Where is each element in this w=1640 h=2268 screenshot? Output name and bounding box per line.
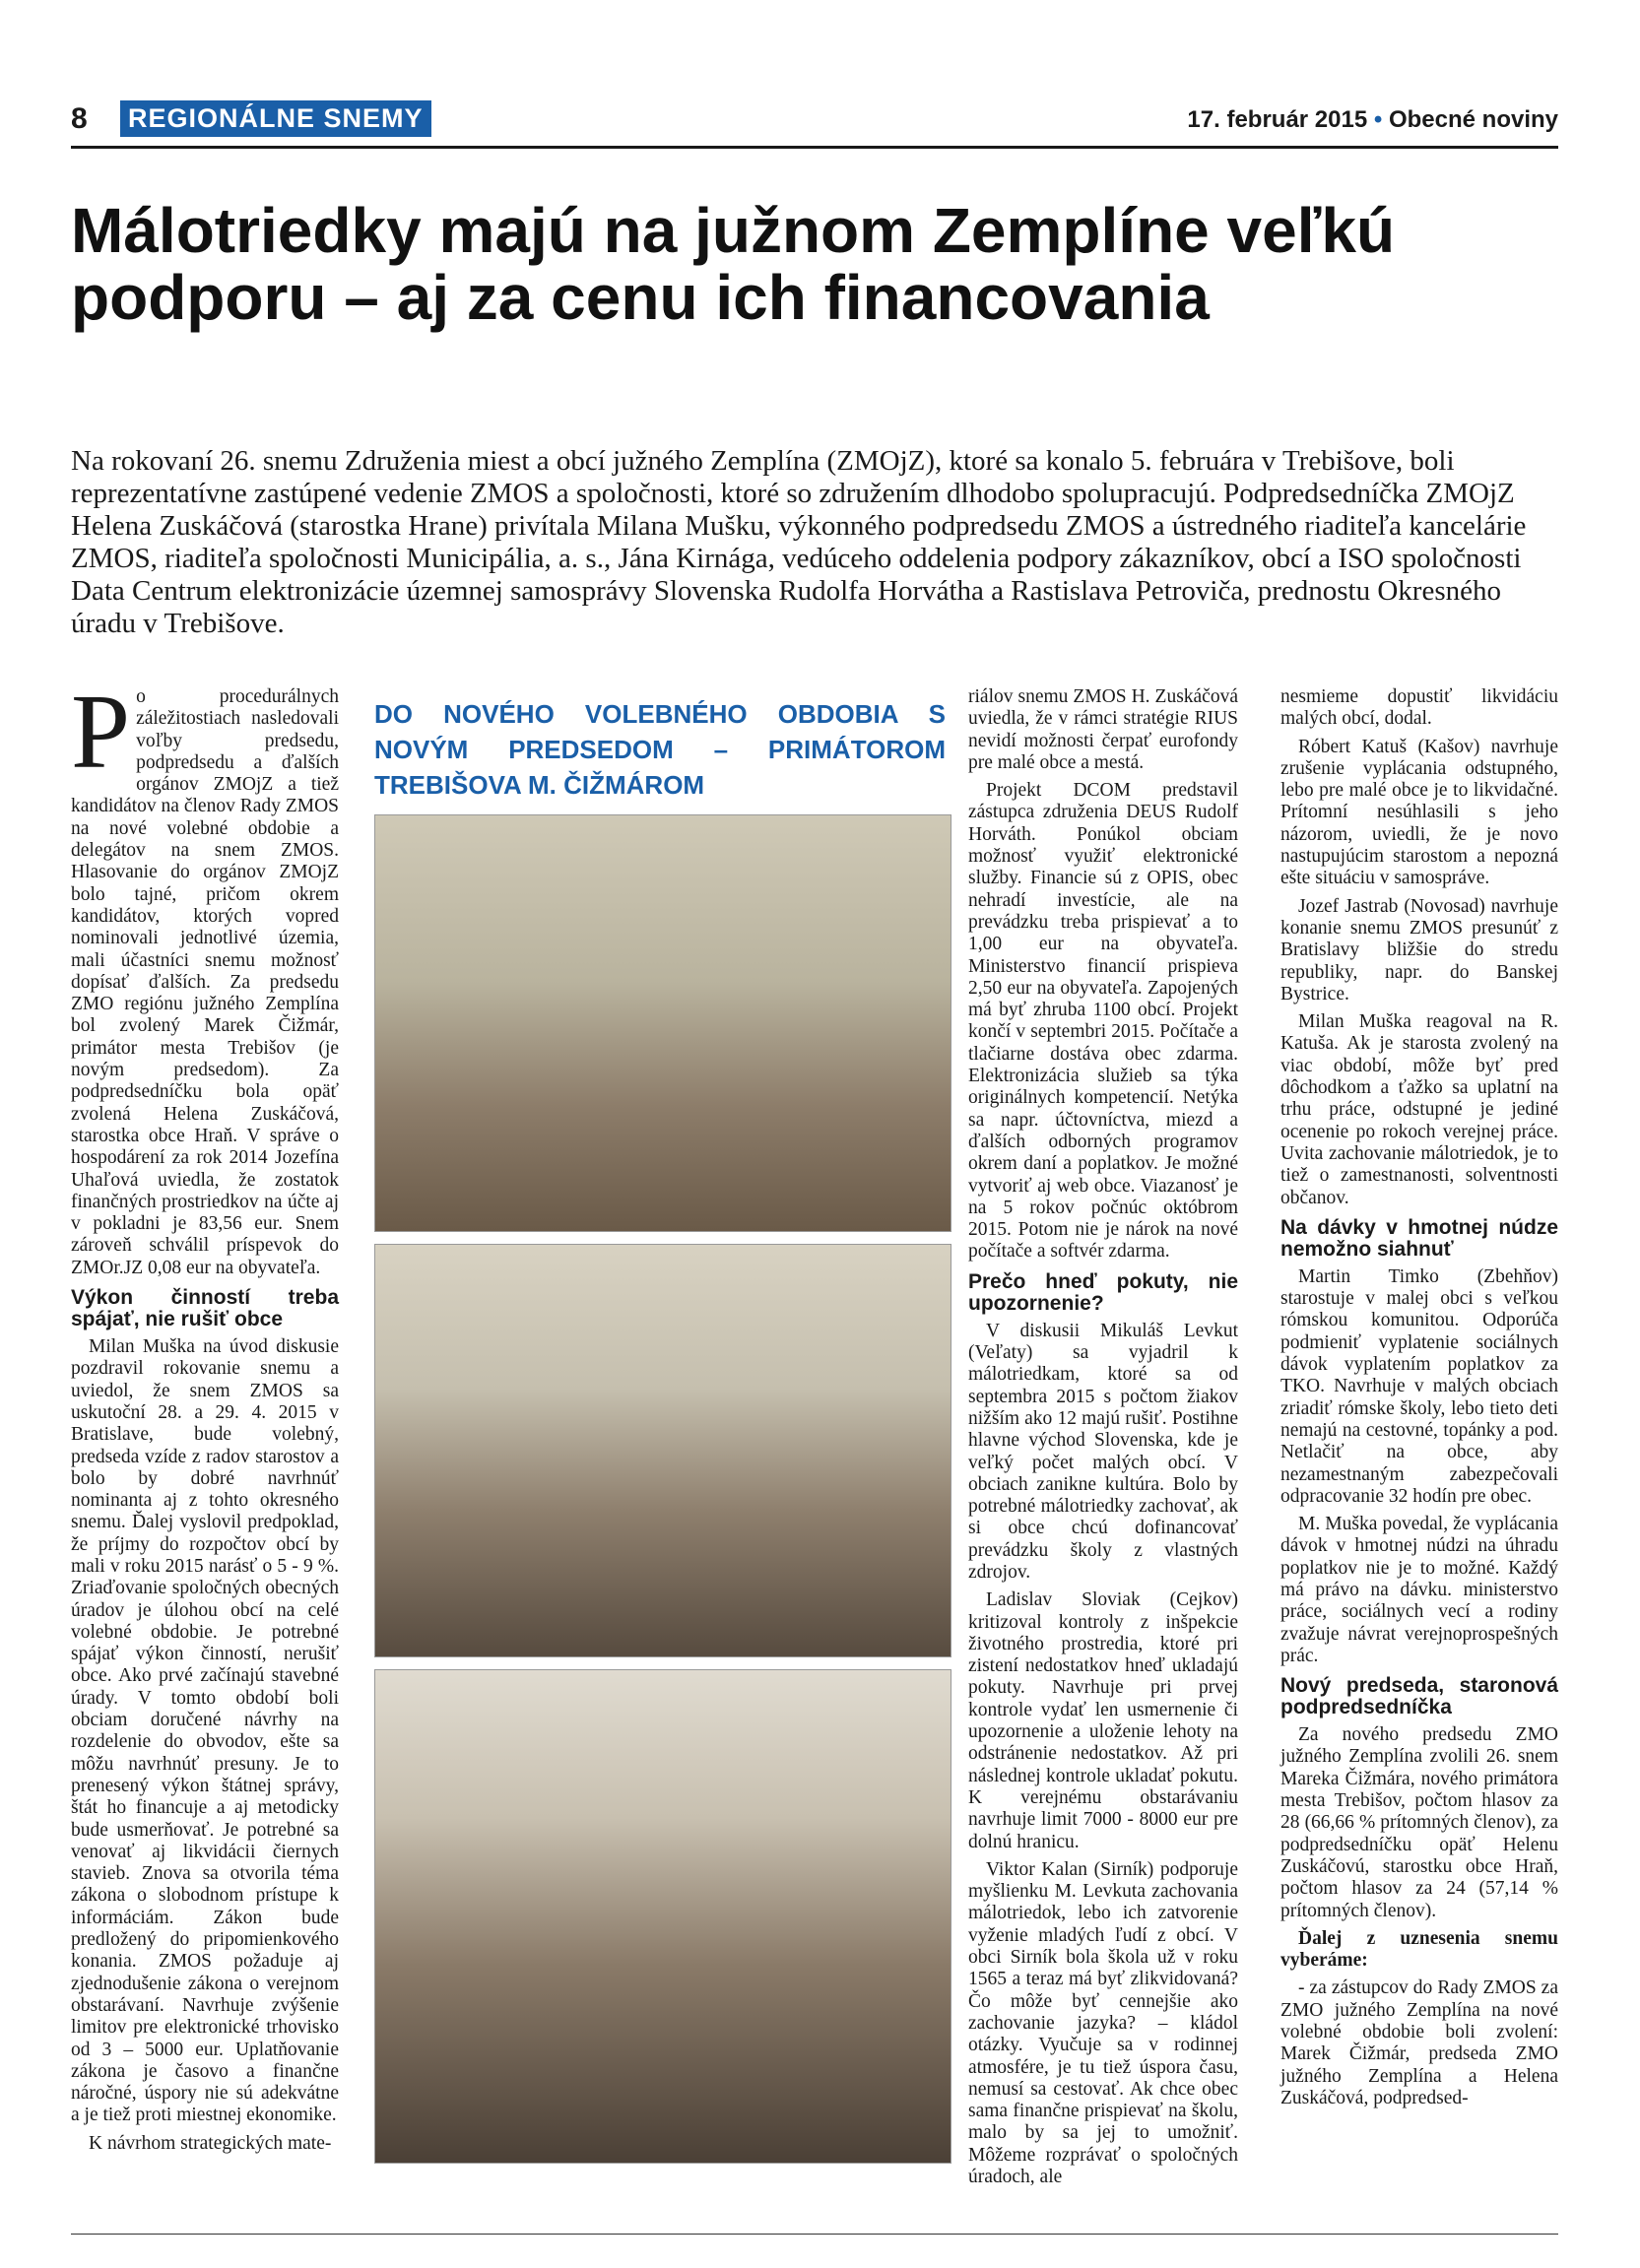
dateline [1187,106,1558,134]
column-photos [374,686,946,2175]
page-number: 8 [71,102,88,135]
subheading: Nový predseda, staronová podpredsedníčka [1280,1674,1558,1719]
paragraph: Viktor Kalan (Sirník) podporuje myšlienku M. Levkuta zachovania málotriedok, lebo ich zatvorenie vyženie mladých ľudí z obcí. V obci Sirník bola škola už v roku 1565 a teraz má byť zlikvidovaná? Čo môže byť cennejšie ako zachovanie jazyka? – kládol otázky. Vyučuje sa v rodinnej atmosfére, je tu tiež úspora času, nemusí sa cestovať. Ak chce obec sama finančne prispievať na školu, malo by sa jej to umožniť. Môžeme rozprávať o spoločných úradoch, ale [968,1858,1238,2187]
photo-speaker-at-meeting [374,814,951,1232]
paper-name: Obecné noviny [1388,106,1558,133]
paragraph: Milan Muška reagoval na R. Katuša. Ak je starosta zvolený na viac období, môže byť pred dôchodkom a ťažko sa uplatní na trhu práce, odstupné je jediné ocenenie po rokoch verejnej práce. Uvita zachovanie málotriedok, je to tiež o zamestnanosti, solventnosti občanov. [1280,1011,1558,1208]
lead-paragraph: Na rokovaní 26. snemu Združenia miest a obcí južného Zemplína (ZMOjZ), ktoré sa konalo 5. februára v Trebišove, boli reprezentatívne zastúpené vedenie ZMOS a spoločnosti, ktoré so združením dlhodobo spolupracujú. Podpredsedníčka ZMOjZ Helena Zuskáčová (starostka Hrane) privítala Milana Mušku, výkonného podpredsedu ZMOS a ústredného riaditeľa kancelárie ZMOS, riaditeľa spoločnosti Municipália, a. s., Jána Kirnága, vedúceho oddelenia podpory zákazníkov, obcí a ISO spoločnosti Data Centrum elektronizácie územnej samosprávy Slovenska Rudolfa Horvátha a Rastislava Petroviča, prednostu Okresného úradu v Trebišove. [71,445,1527,639]
paragraph: Milan Muška na úvod diskusie pozdravil rokovanie snemu a uviedol, že snem ZMOS sa uskutoční 28. a 29. 4. 2015 v Bratislave, bude volebný, predseda vzíde z radov starostov a bolo by dobré navrhnúť nominanta aj z tohto okresného snemu. Ďalej vyslovil predpoklad, že príjmy do rozpočtov obcí by mali v roku 2015 narásť o 5 - 9 %. Zriaďovanie spoločných obecných úradov je úlohou obcí na celé volebné obdobie. Je potrebné spájať výkon činností, nerušiť obce. Ako prvé začínajú stavebné úrady. V tomto období boli obciam doručené návrhy na rozdelenie do obvodov, ešte sa môžu navrhnúť presuny. Je to prenesený výkon štátnej správy, štát ho financuje a aj metodicky bude usmerňovať. Je potrebné sa venovať aj likvidácii čiernych stavieb. Znova sa otvorila téma zákona o slobodnom prístupe k informáciám. Zákon bude predložený do pripomienkového konania. ZMOS požaduje aj zjednodušenie zákona o verejnom obstarávaní. Navrhuje zvýšenie limitov pre elektronické trhovisko od 3 – 5000 eur. Uplatňovanie zákona je časovo a finančne náročné, úspory nie sú adekvátne a je tiež proti miestnej ekonomike. [71,1336,339,2126]
dateline-separator: • [1373,106,1383,133]
headline: Málotriedky majú na južnom Zemplíne veľkú podporu – aj za cenu ich financovania [71,195,1396,333]
page-header [71,100,1558,140]
paragraph: M. Muška povedal, že vyplácania dávok v hmotnej núdzi na úhradu poplatkov nie je to možné. Každý má právo na dávku. ministerstvo práce, sociálnych vecí a rodiny zvažuje návrat verejnoprospešných prác. [1280,1514,1558,1666]
paragraph: - za zástupcov do Rady ZMOS za ZMO južného Zemplína na nové volebné obdobie boli zvolení: Marek Čižmár, predseda ZMO južného Zemplína a Helena Zuskáčová, podpredsed- [1280,1977,1558,2108]
section-label: REGIONÁLNE SNEMY [120,100,431,137]
paragraph: V diskusii Mikuláš Levkut (Veľaty) sa vyjadril k málotriedkam, ktoré sa od septembra 2015 s počtom žiakov nižším ako 12 majú rušiť. Postihne hlavne východ Slovenska, kde je veľký počet malých obcí. V obciach zanikne kultúra. Bolo by potrebné málotriedky zachovať, ak si obce chcú dofinancovať prevádzku školy z vlastných zdrojov. [968,1320,1238,1583]
paragraph: Ďalej z uznesenia snemu vyberáme: [1280,1927,1558,1972]
paragraph: Róbert Katuš (Kašov) navrhuje zrušenie vyplácania odstupného, lebo pre malé obce je to likvidačné. Prítomní nesúhlasili s jeho názorom, uviedli, že je novo nastupujúcim starostom a nepozná ešte situáciu v samospráve. [1280,736,1558,889]
subheading: Na dávky v hmotnej núdze nemožno siahnuť [1280,1215,1558,1261]
column-4 [1280,686,1558,2115]
kicker-heading: DO NOVÉHO VOLEBNÉHO OBDOBIA S NOVÝM PREDSEDOM – PRIMÁTOROM TREBIŠOVA M. ČIŽMÁROM [374,699,946,800]
paragraph: Ladislav Sloviak (Cejkov) kritizoval kontroly z inšpekcie životného prostredia, ktoré pri zistení nedostatkov hneď ukladajú pokuty. Navrhuje pri prvej kontrole vydať len usmernenie či upozornenie a uloženie lehoty na odstránenie nedostatkov. Až pri následnej kontrole ukladať pokutu. K verejnému obstarávaniu navrhuje limit 7000 - 8000 eur pre dolnú hranicu. [968,1589,1238,1852]
paragraph: Jozef Jastrab (Novosad) navrhuje konanie snemu ZMOS presunúť z Bratislavy bližšie do stredu republiky, napr. do Banskej Bystrice. [1280,895,1558,1004]
issue-date: 17. február 2015 [1187,106,1368,133]
paragraph: Projekt DCOM predstavil zástupca združenia DEUS Rudolf Horváth. Ponúkol obciam možnosť využiť elektronické služby. Financie sú z OPIS, obec nehradí investície, ale na prevádzku treba prispievať a to 1,00 eur na obyvateľa. Ministerstvo financií prispieva 2,50 eur na obyvateľa. Zapojených má byť zhruba 1100 obcí. Projekt končí v septembri 2015. Počítače a tlačiarne dostáva obec zdarma. Elektronizácia služieb sa týka originálnych kompetencií. Netýka sa napr. účtovníctva, miezd a ďalších odborných programov okrem daní a poplatkov. Je možné vytvoriť aj web obce. Viazanosť je na 5 rokov počnúc októbrom 2015. Potom nie je nárok na nové počítače a softvér zdarma. [968,780,1238,1263]
subheading: Prečo hneď pokuty, nie upozornenie? [968,1269,1238,1315]
paragraph: Za nového predsedu ZMO južného Zemplína zvolili 26. snem Mareka Čižmára, nového primátora mesta Trebišov, počtom hlasov za 28 (66,66 % prítomných členov), za podpredsedníčku opäť Helenu Zuskáčovú, starostku obce Hraň, počtom hlasov za 24 (57,14 % prítomných členov). [1280,1724,1558,1921]
photo-meeting-participants [374,1244,951,1657]
column-1 [71,674,339,2161]
paragraph: Martin Timko (Zbehňov) starostuje v malej obci s veľkou rómskou komunitou. Odporúča podmieniť vyplatenie sociálnych dávok vyplatením poplatkov za TKO. Navrhuje v malých obciach zriadiť rómske školy, lebo tieto deti nemajú na cestovné, topánky a pod. Netlačiť na obce, aby nezamestnaným zabezpečovali odpracovanie 32 hodín pre obec. [1280,1265,1558,1507]
column-3 [968,686,1238,2194]
paragraph: riálov snemu ZMOS H. Zuskáčová uviedla, že v rámci stratégie RIUS nevidí možnosti čerpať eurofondy pre malé obce a mestá. [968,686,1238,773]
footer-rule [71,2234,1558,2235]
paragraph [71,674,339,1279]
header-rule [71,146,1558,149]
drop-cap: P [71,674,131,791]
subheading: Výkon činností treba spájať, nie rušiť obce [71,1286,339,1331]
paragraph: nesmieme dopustiť likvidáciu malých obcí, dodal. [1280,686,1558,730]
photo-assembly-hall [374,1669,951,2164]
paragraph-text: o procedurálnych záležitostiach nasledovali voľby predsedu, podpredsedu a ďalších orgánov ZMOjZ a tiež kandidátov na členov Rady ZMOS na nové volebné obdobie a delegátov na snem ZMOS. Hlasovanie do orgánov ZMOjZ bolo tajné, pričom okrem kandidátov, ktorých vopred nominovali jednotlivé územia, mali účastníci snemu možnosť dopísať ďalších. Za predsedu ZMO regiónu južného Zemplína bol zvolený Marek Čižmár, primátor mesta Trebišov (je novým predsedom). Za podpredsedníčku bola opäť zvolená Helena Zuskáčová, starostka obce Hraň. V správe o hospodárení za rok 2014 Jozefína Uhaľová uviedla, že zostatok finančných prostriedkov na účte aj v pokladni je 83,56 eur. Snem zároveň schválil príspevok do ZMOr.JZ 0,08 eur na obyvateľa. [71,686,339,1278]
paragraph: K návrhom strategických mate- [89,2132,332,2154]
